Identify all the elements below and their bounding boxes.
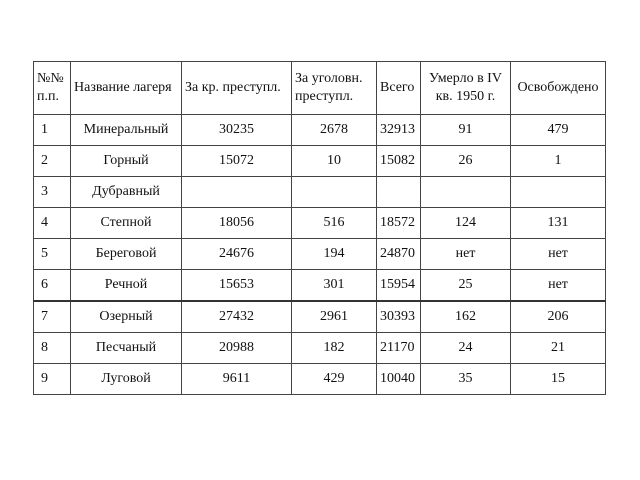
cell-died <box>421 177 511 208</box>
cell-number: 4 <box>34 208 71 239</box>
cell-number: 3 <box>34 177 71 208</box>
cell-released: 15 <box>511 364 606 395</box>
cell-died: 25 <box>421 270 511 302</box>
cell-total: 21170 <box>377 333 421 364</box>
cell-minor-offences: 27432 <box>182 301 292 333</box>
header-camp-name: Название лагеря <box>71 62 182 115</box>
cell-number: 8 <box>34 333 71 364</box>
cell-criminal-offences: 516 <box>292 208 377 239</box>
cell-released: 1 <box>511 146 606 177</box>
cell-minor-offences: 15653 <box>182 270 292 302</box>
table-row <box>34 146 606 177</box>
table-row <box>34 239 606 270</box>
cell-camp-name: Озерный <box>71 301 182 333</box>
cell-criminal-offences: 194 <box>292 239 377 270</box>
cell-number: 6 <box>34 270 71 302</box>
cell-number: 2 <box>34 146 71 177</box>
cell-number: 7 <box>34 301 71 333</box>
cell-minor-offences: 30235 <box>182 115 292 146</box>
table-row <box>34 177 606 208</box>
cell-criminal-offences: 429 <box>292 364 377 395</box>
cell-minor-offences: 20988 <box>182 333 292 364</box>
cell-released: нет <box>511 239 606 270</box>
cell-total: 15954 <box>377 270 421 302</box>
camps-table <box>33 61 606 395</box>
cell-minor-offences: 15072 <box>182 146 292 177</box>
table-row <box>34 333 606 364</box>
header-total: Всего <box>377 62 421 115</box>
cell-released: нет <box>511 270 606 302</box>
cell-total: 30393 <box>377 301 421 333</box>
cell-criminal-offences: 182 <box>292 333 377 364</box>
cell-camp-name: Горный <box>71 146 182 177</box>
header-released: Освобождено <box>511 62 606 115</box>
cell-number: 1 <box>34 115 71 146</box>
cell-number: 5 <box>34 239 71 270</box>
cell-released: 131 <box>511 208 606 239</box>
cell-total: 32913 <box>377 115 421 146</box>
cell-total <box>377 177 421 208</box>
cell-number: 9 <box>34 364 71 395</box>
cell-released: 479 <box>511 115 606 146</box>
cell-camp-name: Речной <box>71 270 182 302</box>
cell-released: 206 <box>511 301 606 333</box>
cell-died: 162 <box>421 301 511 333</box>
cell-minor-offences: 9611 <box>182 364 292 395</box>
cell-total: 15082 <box>377 146 421 177</box>
table-row <box>34 364 606 395</box>
table-header-row <box>34 62 606 115</box>
cell-died: 91 <box>421 115 511 146</box>
cell-died: 26 <box>421 146 511 177</box>
cell-camp-name: Степной <box>71 208 182 239</box>
cell-released: 21 <box>511 333 606 364</box>
cell-total: 24870 <box>377 239 421 270</box>
cell-criminal-offences: 10 <box>292 146 377 177</box>
cell-camp-name: Песчаный <box>71 333 182 364</box>
cell-died: 124 <box>421 208 511 239</box>
cell-minor-offences <box>182 177 292 208</box>
cell-died: 24 <box>421 333 511 364</box>
cell-camp-name: Береговой <box>71 239 182 270</box>
header-minor-offences: За кр. преступл. <box>182 62 292 115</box>
table-row <box>34 301 606 333</box>
table-row <box>34 270 606 302</box>
cell-criminal-offences: 2678 <box>292 115 377 146</box>
cell-died: нет <box>421 239 511 270</box>
cell-camp-name: Минеральный <box>71 115 182 146</box>
cell-released <box>511 177 606 208</box>
header-criminal-offences: За уголовн. преступл. <box>292 62 377 115</box>
cell-minor-offences: 24676 <box>182 239 292 270</box>
cell-criminal-offences: 2961 <box>292 301 377 333</box>
cell-died: 35 <box>421 364 511 395</box>
header-number: №№ п.п. <box>34 62 71 115</box>
cell-camp-name: Дубравный <box>71 177 182 208</box>
header-died: Умерло в IV кв. 1950 г. <box>421 62 511 115</box>
table-row <box>34 115 606 146</box>
table-row <box>34 208 606 239</box>
cell-criminal-offences: 301 <box>292 270 377 302</box>
cell-total: 10040 <box>377 364 421 395</box>
cell-minor-offences: 18056 <box>182 208 292 239</box>
cell-camp-name: Луговой <box>71 364 182 395</box>
cell-total: 18572 <box>377 208 421 239</box>
cell-criminal-offences <box>292 177 377 208</box>
